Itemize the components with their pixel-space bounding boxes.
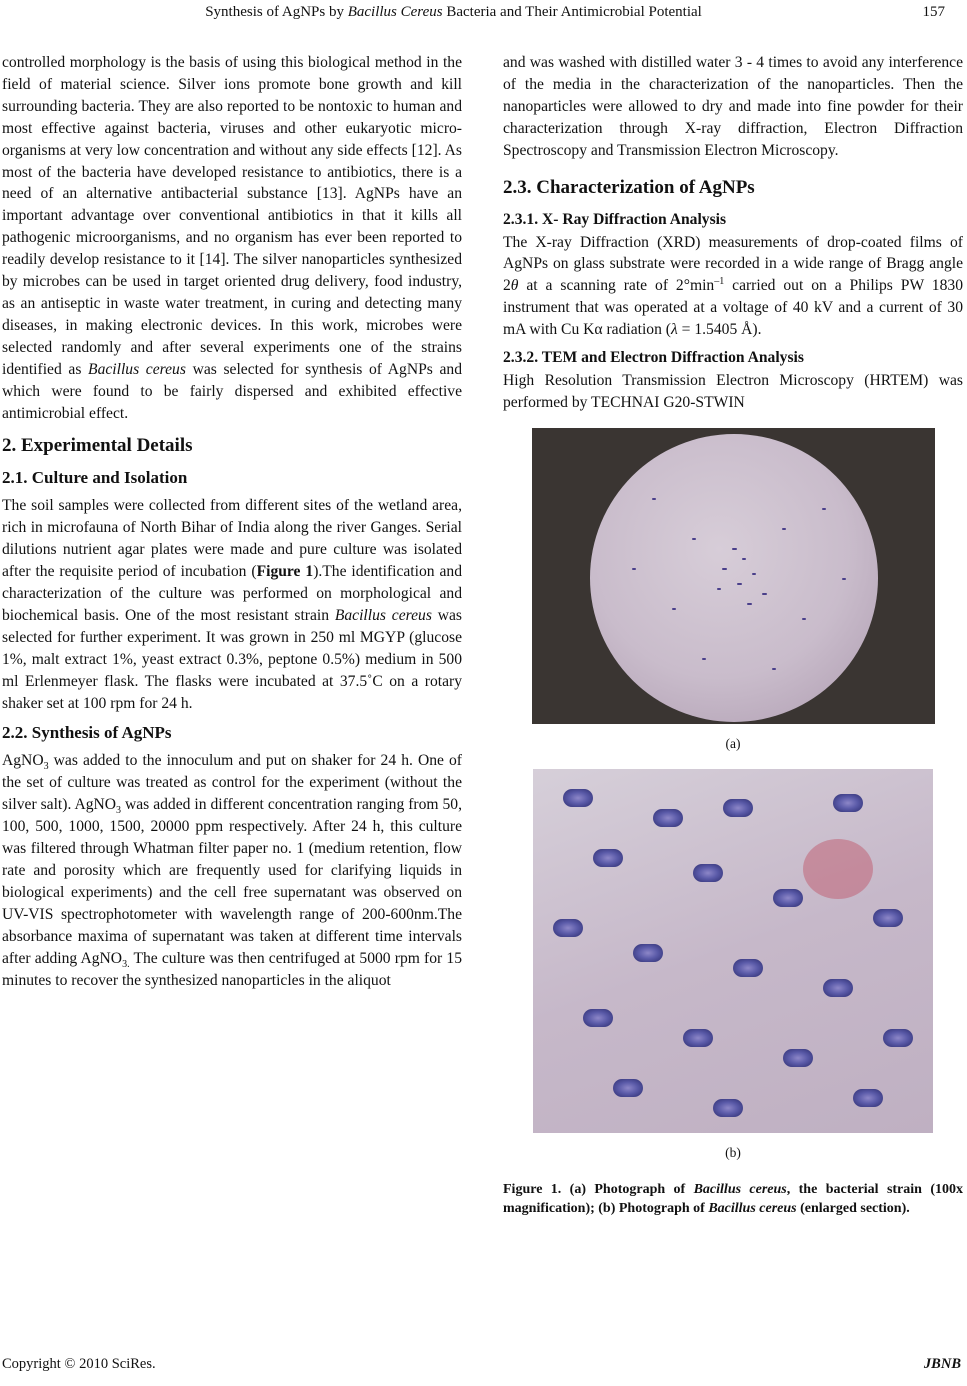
bacterium-cell bbox=[583, 1009, 613, 1027]
running-title: Synthesis of AgNPs by Bacillus Cereus Bacteria and Their Antimicrobial Potential bbox=[205, 4, 702, 20]
tem-paragraph: High Resolution Transmission Electron Microscopy (HRTEM) was performed by TECHNAI G20-STWIN bbox=[503, 372, 963, 411]
bacterium-cell bbox=[873, 909, 903, 927]
synthesis-paragraph: AgNO$_3$ was added to the innoculum and put on shaker for 24 h. One of the set of culture was treated as control for the experiment (without the silver salt). AgNO$_3$ was added in different concentration ranging from 50, 100, 500, 1000, 1500, 20000 ppm respectively. After 24 h, this culture was filtered through Whatman filter paper no. 1 (medium retention, flow rate and porosity which are frequently used for clarifying liquids in biological experiments) and the cell free supernatant was observed on UV-VIS spectrophotometer with wavelength range of 200-600nm.The absorbance maxima of supernatant was taken at different time intervals after adding AgNO$_{3.}$ The culture was then centrifuged at 5000 rpm for 15 minutes to recover the synthesized nanoparticles in the aliquot bbox=[2, 752, 462, 989]
subsection-heading-synthesis: 2.2. Synthesis of AgNPs bbox=[2, 723, 172, 743]
right-column bbox=[503, 52, 963, 1219]
bacterium-mark bbox=[782, 528, 786, 530]
bacterium-mark bbox=[802, 618, 806, 620]
bacterium-mark bbox=[722, 568, 727, 570]
bacterium-mark bbox=[747, 603, 752, 605]
journal-abbreviation: JBNB bbox=[923, 1356, 961, 1372]
figure-1 bbox=[503, 428, 963, 1219]
bacterium-mark bbox=[692, 538, 696, 540]
bacterium-mark bbox=[702, 658, 706, 660]
intro-paragraph: controlled morphology is the basis of using this biological method in the field of material science. Silver ions promote bone growth and kill surrounding bacteria. They are also reported to be nontoxic to human and most effective against bacteria, viruses and other eukaryotic micro-organisms at very low concentration and without any side effects [12]. As most of the bacteria have developed resistance to antibiotics, there is a need of an alternative antibacterial substance [13]. AgNPs have an important advantage over conventional antibiotics in that it kills all pathogenic microorganisms, and no organism has ever been reported to readily develop resistance to it [14]. The silver nanoparticles synthesized by microbes can be used in target oriented drug delivery, food industry, as an antiseptic in waste water treatment, in curing and detecting many diseases, in making electronic devices. In this work, microbes were selected randomly and after several experiments one of the strains identified as Bacillus cereus was selected for synthesis of AgNPs and which were found to be fairly dispersed and exhibited effective antimicrobial effect. bbox=[2, 54, 462, 422]
bacterium-cell bbox=[853, 1089, 883, 1107]
microscope-field bbox=[590, 434, 878, 722]
bacterium-mark bbox=[652, 498, 656, 500]
bacterium-cell bbox=[883, 1029, 913, 1047]
figure-caption: Figure 1. (a) Photograph of Bacillus cereus, the bacterial strain (100x magnification); (b) Photograph of Bacillus cereus (enlarged section). bbox=[503, 1181, 963, 1217]
bacterium-cell bbox=[553, 919, 583, 937]
bacterium-mark bbox=[737, 583, 742, 585]
bacterium-mark bbox=[772, 668, 776, 670]
bacterium-cell bbox=[633, 944, 663, 962]
running-header bbox=[0, 0, 967, 28]
page-number: 157 bbox=[922, 4, 945, 20]
bacterium-cell bbox=[653, 809, 683, 827]
figure-reference[interactable]: Figure 1 bbox=[256, 563, 314, 581]
culture-paragraph: The soil samples were collected from different sites of the wetland area, rich in microfauna of North Bihar of India along the river Ganges. Serial dilutions nutrient agar plates were made and pure culture was isolated after the requisite period of incubation (Figure 1).The identification and characterization of the culture was performed on morphological and biochemical basis. One of the most resistant strain Bacillus cereus was selected for further experiment. It was grown in 250 ml MGYP (glucose 1%, malt extract 1%, yeast extract 0.3%, peptone 0.5%) medium in 500 ml Erlenmeyer flask. The flasks were incubated at 37.5˚C on a rotary shaker set at 100 rpm for 24 h. bbox=[2, 497, 462, 712]
washing-paragraph: and was washed with distilled water 3 - 4 times to avoid any interference of the media in the characterization of the nanoparticles. Then the nanoparticles were allowed to dry and made into fine powder for their characterization through X-ray diffraction, Electron Diffraction Spectroscopy and Transmission Electron Microscopy. bbox=[503, 54, 963, 159]
section-heading-characterization: 2.3. Characterization of AgNPs bbox=[503, 176, 755, 198]
bacterium-cell bbox=[713, 1099, 743, 1117]
subsection-heading-xrd: 2.3.1. X- Ray Diffraction Analysis bbox=[503, 210, 727, 228]
bacterium-mark bbox=[762, 593, 767, 595]
figure-label-b: (b) bbox=[725, 1144, 741, 1160]
bacterium-cell bbox=[733, 959, 763, 977]
bacterium-cell bbox=[683, 1029, 713, 1047]
bacterium-mark bbox=[732, 548, 737, 550]
bacterium-mark bbox=[752, 573, 756, 575]
bacterium-mark bbox=[822, 508, 826, 510]
bacterium-cell bbox=[783, 1049, 813, 1067]
bacterium-cell bbox=[723, 799, 753, 817]
figure-label-a: (a) bbox=[725, 735, 741, 751]
stain-spot bbox=[803, 839, 873, 899]
bacterium-cell bbox=[563, 789, 593, 807]
bacterium-mark bbox=[672, 608, 676, 610]
bacterium-cell bbox=[693, 864, 723, 882]
micrograph-b-image bbox=[533, 769, 933, 1133]
bacterium-cell bbox=[823, 979, 853, 997]
bacterium-cell bbox=[833, 794, 863, 812]
left-column bbox=[2, 52, 462, 991]
xrd-paragraph: The X-ray Diffraction (XRD) measurements of drop-coated films of AgNPs on glass substrate were recorded in a wide range of Bragg angle 2θ at a scanning rate of $2^\circ\min^{-1}$ carried out on a Philips PW 1830 instrument that was operated at a voltage of 40 kV and a current of 30 mA with Cu Kα radiation (λ = 1.5405 Å). bbox=[503, 233, 963, 339]
bacterium-cell bbox=[773, 889, 803, 907]
bacterium-mark bbox=[632, 568, 636, 570]
bacterium-cell bbox=[593, 849, 623, 867]
bacterium-mark bbox=[742, 558, 746, 560]
bacterium-cell bbox=[613, 1079, 643, 1097]
subsection-heading-culture: 2.1. Culture and Isolation bbox=[2, 468, 188, 488]
section-heading-experimental: 2. Experimental Details bbox=[2, 435, 193, 457]
micrograph-a-image bbox=[532, 428, 935, 724]
subsection-heading-tem: 2.3.2. TEM and Electron Diffraction Analysis bbox=[503, 349, 804, 367]
bacterium-mark bbox=[842, 578, 846, 580]
copyright-notice: Copyright © 2010 SciRes. bbox=[2, 1356, 156, 1372]
bacterium-mark bbox=[717, 588, 721, 590]
